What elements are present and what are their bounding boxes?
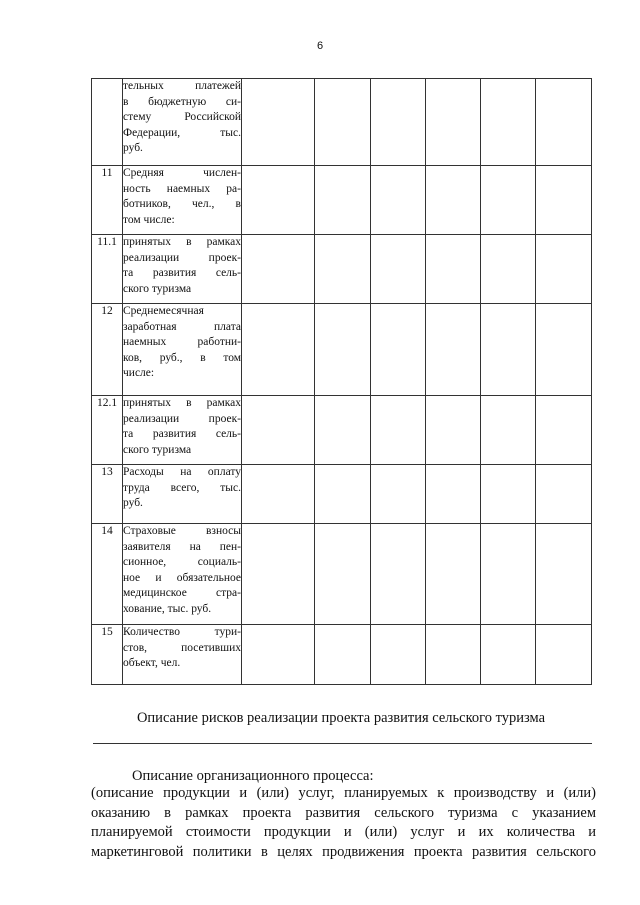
value-cell [242, 166, 315, 235]
indicator-label-line: руб. [123, 497, 143, 509]
value-cell [426, 396, 481, 465]
value-cell [315, 396, 371, 465]
value-cell [315, 465, 371, 524]
indicator-label-line: ность наемных ра- [123, 182, 241, 195]
indicator-label-cell [123, 304, 242, 396]
value-cell [481, 79, 536, 166]
indicator-label-line: заработная плата [123, 320, 241, 333]
value-cell [242, 465, 315, 524]
value-cell [536, 625, 592, 685]
value-cell [371, 396, 426, 465]
indicator-label-cell [123, 396, 242, 465]
indicator-label-line: ского туризма [123, 282, 192, 295]
indicator-label-line: Страховые взносы [123, 525, 241, 537]
table-row [92, 304, 592, 396]
row-number-cell: 13 [92, 465, 123, 524]
indicators-table [91, 78, 592, 685]
value-cell [242, 524, 315, 625]
value-cell [426, 304, 481, 396]
indicator-label-line: стов, посетивших [123, 641, 241, 654]
value-cell [426, 465, 481, 524]
value-cell [426, 524, 481, 625]
value-cell [371, 166, 426, 235]
value-cell [536, 465, 592, 524]
value-cell [426, 625, 481, 685]
value-cell [536, 396, 592, 465]
indicator-label-line: хование, тыс. руб. [123, 602, 212, 615]
indicator-label-line: тельных платежей [123, 80, 241, 92]
indicator-label-line: сионное, социаль- [123, 556, 241, 568]
indicator-label-line: в бюджетную си- [123, 95, 241, 108]
value-cell [426, 79, 481, 166]
value-cell [481, 625, 536, 685]
value-cell [315, 235, 371, 304]
value-cell [315, 524, 371, 625]
indicator-label-line: ное и обязательное [123, 571, 241, 584]
value-cell [371, 524, 426, 625]
indicator-label-cell [123, 79, 242, 166]
value-cell [242, 79, 315, 166]
indicator-label-cell [123, 166, 242, 235]
value-cell [426, 235, 481, 304]
table-row [92, 396, 592, 465]
row-number-cell [92, 79, 123, 166]
indicator-label-line: Расходы на оплату [123, 466, 241, 478]
indicator-label-line: наемных работни- [123, 336, 241, 348]
value-cell [536, 304, 592, 396]
value-cell [242, 235, 315, 304]
table-row [92, 465, 592, 524]
indicator-label-line: принятых в рамках [123, 236, 241, 248]
indicator-label-line: реализации проек- [123, 412, 241, 425]
value-cell [371, 304, 426, 396]
table-row [92, 79, 592, 166]
row-number-cell: 14 [92, 524, 123, 625]
value-cell [481, 304, 536, 396]
row-number-cell: 11 [92, 166, 123, 235]
indicator-label-line: та развития сель- [123, 267, 241, 279]
indicator-label-line: принятых в рамках [123, 397, 241, 409]
value-cell [371, 235, 426, 304]
value-cell [371, 625, 426, 685]
org-desc-line: оказанию в рамках проекта развития сельского туризма с указанием [91, 804, 596, 821]
indicator-label-line: та развития сель- [123, 428, 241, 440]
indicator-label-line: руб. [123, 142, 143, 154]
value-cell [371, 79, 426, 166]
row-number-cell: 15 [92, 625, 123, 685]
value-cell [481, 524, 536, 625]
row-number-cell: 12.1 [92, 396, 123, 465]
value-cell [536, 79, 592, 166]
value-cell [536, 235, 592, 304]
indicator-label-line: Федерации, тыс. [123, 126, 241, 139]
indicator-label-line: Среднемесячная [123, 305, 204, 317]
indicator-label-line: труда всего, тыс. [123, 481, 241, 494]
indicator-label-cell [123, 524, 242, 625]
value-cell [242, 396, 315, 465]
indicator-label-line: заявителя на пен- [123, 540, 241, 553]
indicator-label-line: том числе: [123, 213, 175, 226]
table-row [92, 625, 592, 685]
indicator-label-cell [123, 235, 242, 304]
indicator-label-line: объект, чел. [123, 657, 181, 669]
value-cell [242, 625, 315, 685]
org-process-description [91, 784, 596, 862]
table-row [92, 524, 592, 625]
indicator-label-line: ков, руб., в том [123, 351, 241, 364]
value-cell [315, 166, 371, 235]
table-row [92, 235, 592, 304]
indicator-label-line: Средняя числен- [123, 167, 241, 179]
value-cell [481, 465, 536, 524]
indicator-label-line: ботников, чел., в [123, 198, 241, 210]
indicator-label-line: Количество тури- [123, 626, 241, 638]
indicator-label-line: ского туризма [123, 443, 192, 456]
value-cell [536, 524, 592, 625]
org-desc-line: маркетинговой политики в целях продвижения проекта развития сельского [91, 843, 596, 860]
value-cell [481, 166, 536, 235]
value-cell [481, 235, 536, 304]
value-cell [481, 396, 536, 465]
table-row [92, 166, 592, 235]
value-cell [371, 465, 426, 524]
risk-fill-line [93, 743, 592, 744]
page-number: 6 [316, 40, 324, 52]
risk-section-title: Описание рисков реализации проекта развития сельского туризма [136, 710, 546, 726]
indicator-label-line: реализации проек- [123, 251, 241, 264]
value-cell [315, 304, 371, 396]
org-desc-line: (описание продукции и (или) услуг, планируемых к производству и (или) [91, 785, 596, 801]
indicator-label-line: числе: [123, 367, 155, 379]
indicator-label-cell [123, 625, 242, 685]
indicator-label-line: стему Российской [123, 111, 241, 123]
value-cell [315, 625, 371, 685]
org-desc-line: планируемой стоимости продукции и (или) услуг и их количества и [91, 824, 596, 840]
org-process-title: Описание организационного процесса: [132, 768, 374, 784]
row-number-cell: 11.1 [92, 235, 123, 304]
row-number-cell: 12 [92, 304, 123, 396]
value-cell [536, 166, 592, 235]
value-cell [242, 304, 315, 396]
value-cell [315, 79, 371, 166]
indicator-label-line: медицинское стра- [123, 587, 241, 599]
indicator-label-cell [123, 465, 242, 524]
value-cell [426, 166, 481, 235]
